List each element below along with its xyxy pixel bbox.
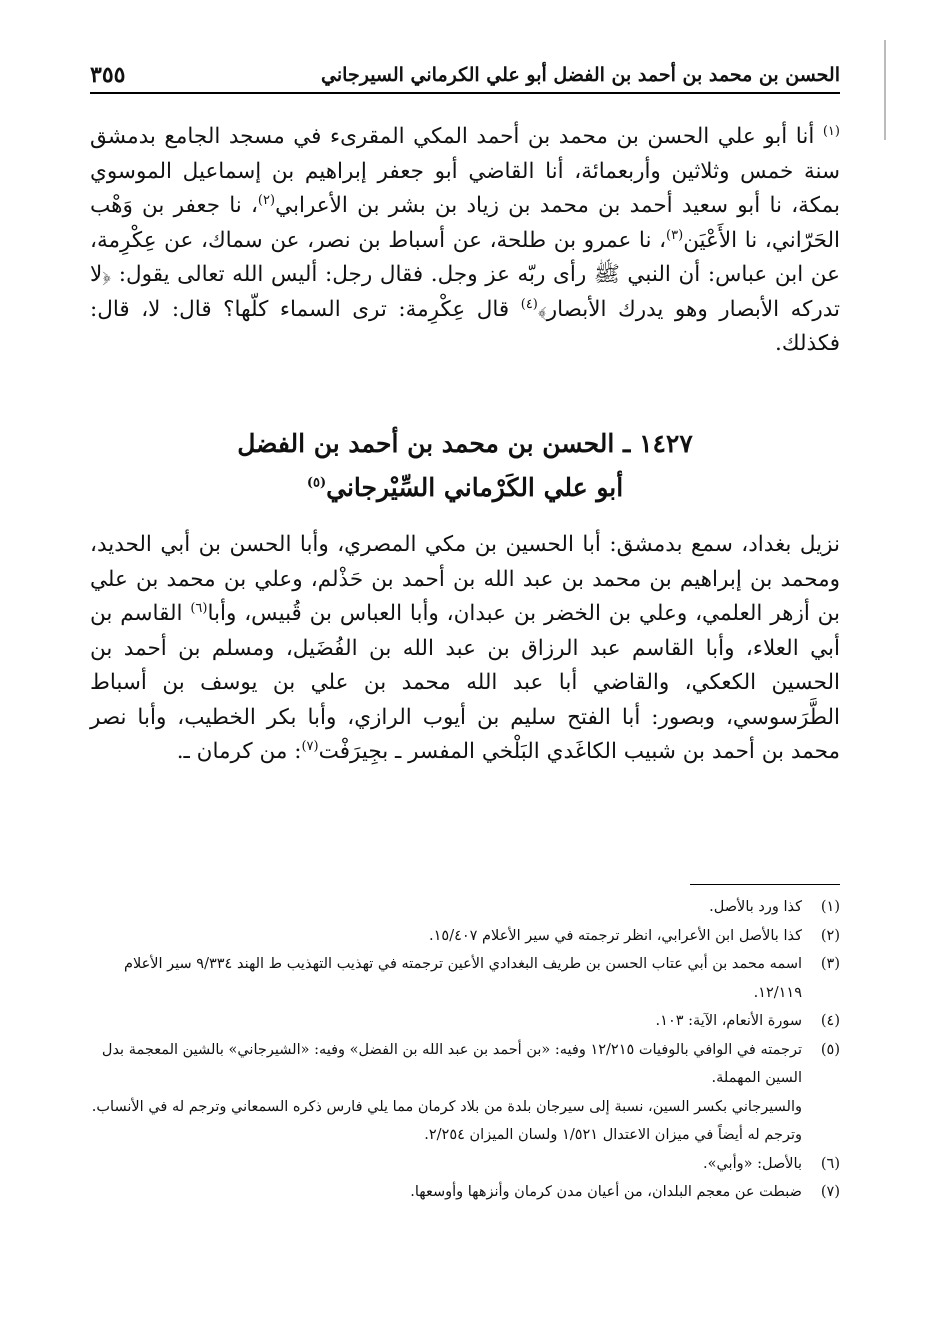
footnote-item bbox=[90, 950, 840, 1007]
paragraph-text: قال عِكْرِمة: ترى السماء كلّها؟ قال: لا، قال: فكذلك. bbox=[90, 296, 840, 356]
footnote-number: (٤) bbox=[820, 1013, 840, 1029]
footnote-number: (١) bbox=[820, 899, 840, 915]
footnote-text: كذا بالأصل ابن الأعرابي، انظر ترجمته في سير الأعلام ١٥/٤٠٧. bbox=[429, 927, 802, 944]
footnote-continuation bbox=[90, 1121, 840, 1150]
footnote-number: (٣) bbox=[820, 956, 840, 972]
paragraph-text: أنا أبو علي الحسن بن محمد بن أحمد المكي المقرىء في مسجد الجامع بدمشق سنة خمس وثلاثين وأربعمائة، أنا القاضي أبو جعفر إبراهيم بن إسماعيل الموسوي بمكة، نا أبو سعيد أحمد بن محمد بن زياد بن بشر بن الأعرابي bbox=[90, 124, 840, 218]
paragraph-text: القاسم بن أبي العلاء، وأبا القاسم عبد الرزاق بن عبد الله بن الفُضَيل، ومسلم بن أحمد بن الحسين الكعكي، والقاضي أبا عبد الله محمد بن علي بن يوسف بن أسباط الطَّرَسوسي، وبصور: أبا الفتح سليم بن أيوب الرازي، وأبا بكر الخطيب، وأبا نصر محمد بن أحمد بن شبيب الكاغَدي البَلْخي المفسر ـ بجِيرَفْت bbox=[90, 601, 840, 764]
footnote-item bbox=[90, 1150, 840, 1179]
footnote-ref-7[interactable]: (٧) bbox=[301, 738, 319, 754]
footnote-text: كذا ورد بالأصل. bbox=[709, 899, 802, 915]
paragraph-text: ، نا جعفر بن وَهْب الحَرّاني، نا الأَعْيَن bbox=[90, 193, 840, 253]
paragraph-text: نزيل بغداد، سمع بدمشق: أبا الحسين بن مكي المصري، وأبا الحسن بن أبي الحديد، ومحمد بن إبراهيم بن محمد بن عبد الله بن أحمد بن حَذْلم، وعلي بن محمد بن علي بن أزهر العلمي، وعلي بن الخضر بن عبدان، وأبا العباس بن قُبيس، وأبا bbox=[90, 532, 840, 626]
footnote-divider bbox=[690, 884, 840, 885]
footnote-number: (٦) bbox=[820, 1155, 840, 1172]
footnote-number: (٥) bbox=[820, 1041, 840, 1058]
footnote-item bbox=[90, 1178, 840, 1207]
footnote-continuation bbox=[90, 1093, 840, 1122]
footnote-text: اسمه محمد بن أبي عتاب الحسن بن طريف البغدادي الأعين ترجمته في تهذيب التهذيب ط الهند ٩/٣٣٤ سير الأعلام ١٢/١١٩. bbox=[123, 956, 802, 1001]
footnote-number: (٧) bbox=[820, 1184, 840, 1200]
footnote-ref-6[interactable]: (٦) bbox=[190, 600, 208, 616]
running-title: الحسن بن محمد بن أحمد بن الفضل أبو علي الكرماني السيرجاني bbox=[321, 64, 840, 86]
footnote-item bbox=[90, 922, 840, 951]
scan-edge-line bbox=[884, 40, 886, 140]
footnote-ref-1[interactable]: (١) bbox=[822, 123, 840, 139]
footnote-text: والسيرجاني بكسر السين، نسبة إلى سيرجان بلدة من بلاد كرمان مما يلي فارس ذكره السمعاني وترجم له في الأنساب. bbox=[91, 1098, 802, 1115]
footnote-text: سورة الأنعام، الآية: ١٠٣. bbox=[655, 1013, 802, 1029]
footnote-number: (٢) bbox=[820, 927, 840, 944]
footnote-item bbox=[90, 1036, 840, 1093]
footnote-item bbox=[90, 1007, 840, 1036]
footnote-text: بالأصل: «وأبي». bbox=[702, 1155, 802, 1172]
paragraph-text: : من كرمان ـ. bbox=[176, 739, 302, 764]
entry-heading-text: أبو علي الكَرْماني السِّيْرجاني bbox=[326, 473, 624, 502]
biography-paragraph bbox=[90, 528, 840, 770]
page-header bbox=[90, 58, 840, 94]
footnote-item bbox=[90, 893, 840, 922]
page-number: ٣٥٥ bbox=[90, 62, 126, 88]
footnotes bbox=[90, 893, 840, 1207]
entry-heading-line-1: ١٤٢٧ ـ الحسن بن محمد بن أحمد بن الفضل bbox=[237, 429, 693, 458]
footnote-ref-5[interactable]: (٥) bbox=[306, 475, 327, 491]
footnote-text: ضبطت عن معجم البلدان، من أعيان مدن كرمان وأنزهها وأوسعها. bbox=[410, 1184, 802, 1200]
footnote-ref-2[interactable]: (٢) bbox=[257, 192, 276, 208]
hadith-paragraph bbox=[90, 120, 840, 362]
paragraph-text: ، نا عمرو بن طلحة، عن أسباط بن نصر، عن سماك، عن عِكْرِمة، عن ابن عباس: أن النبي ﷺ رأى ربّه عز وجل. فقال رجل: أليس الله تعالى يقول: ﴿لا تدركه الأبصار وهو يدرك الأبصار﴾ bbox=[90, 227, 840, 322]
entry-heading-line-2 bbox=[90, 466, 840, 510]
footnote-ref-4[interactable]: (٤) bbox=[520, 296, 538, 312]
footnote-text: وترجم له أيضاً في ميزان الاعتدال ١/٥٢١ ولسان الميزان ٢/٢٥٤. bbox=[424, 1127, 802, 1143]
footnote-text: ترجمته في الوافي بالوفيات ١٢/٢١٥ وفيه: «بن أحمد بن عبد الله بن الفضل» وفيه: «الشيرجاني» بالشين المعجمة بدل السين المهملة. bbox=[101, 1041, 802, 1086]
footnote-ref-3[interactable]: (٣) bbox=[666, 227, 684, 243]
